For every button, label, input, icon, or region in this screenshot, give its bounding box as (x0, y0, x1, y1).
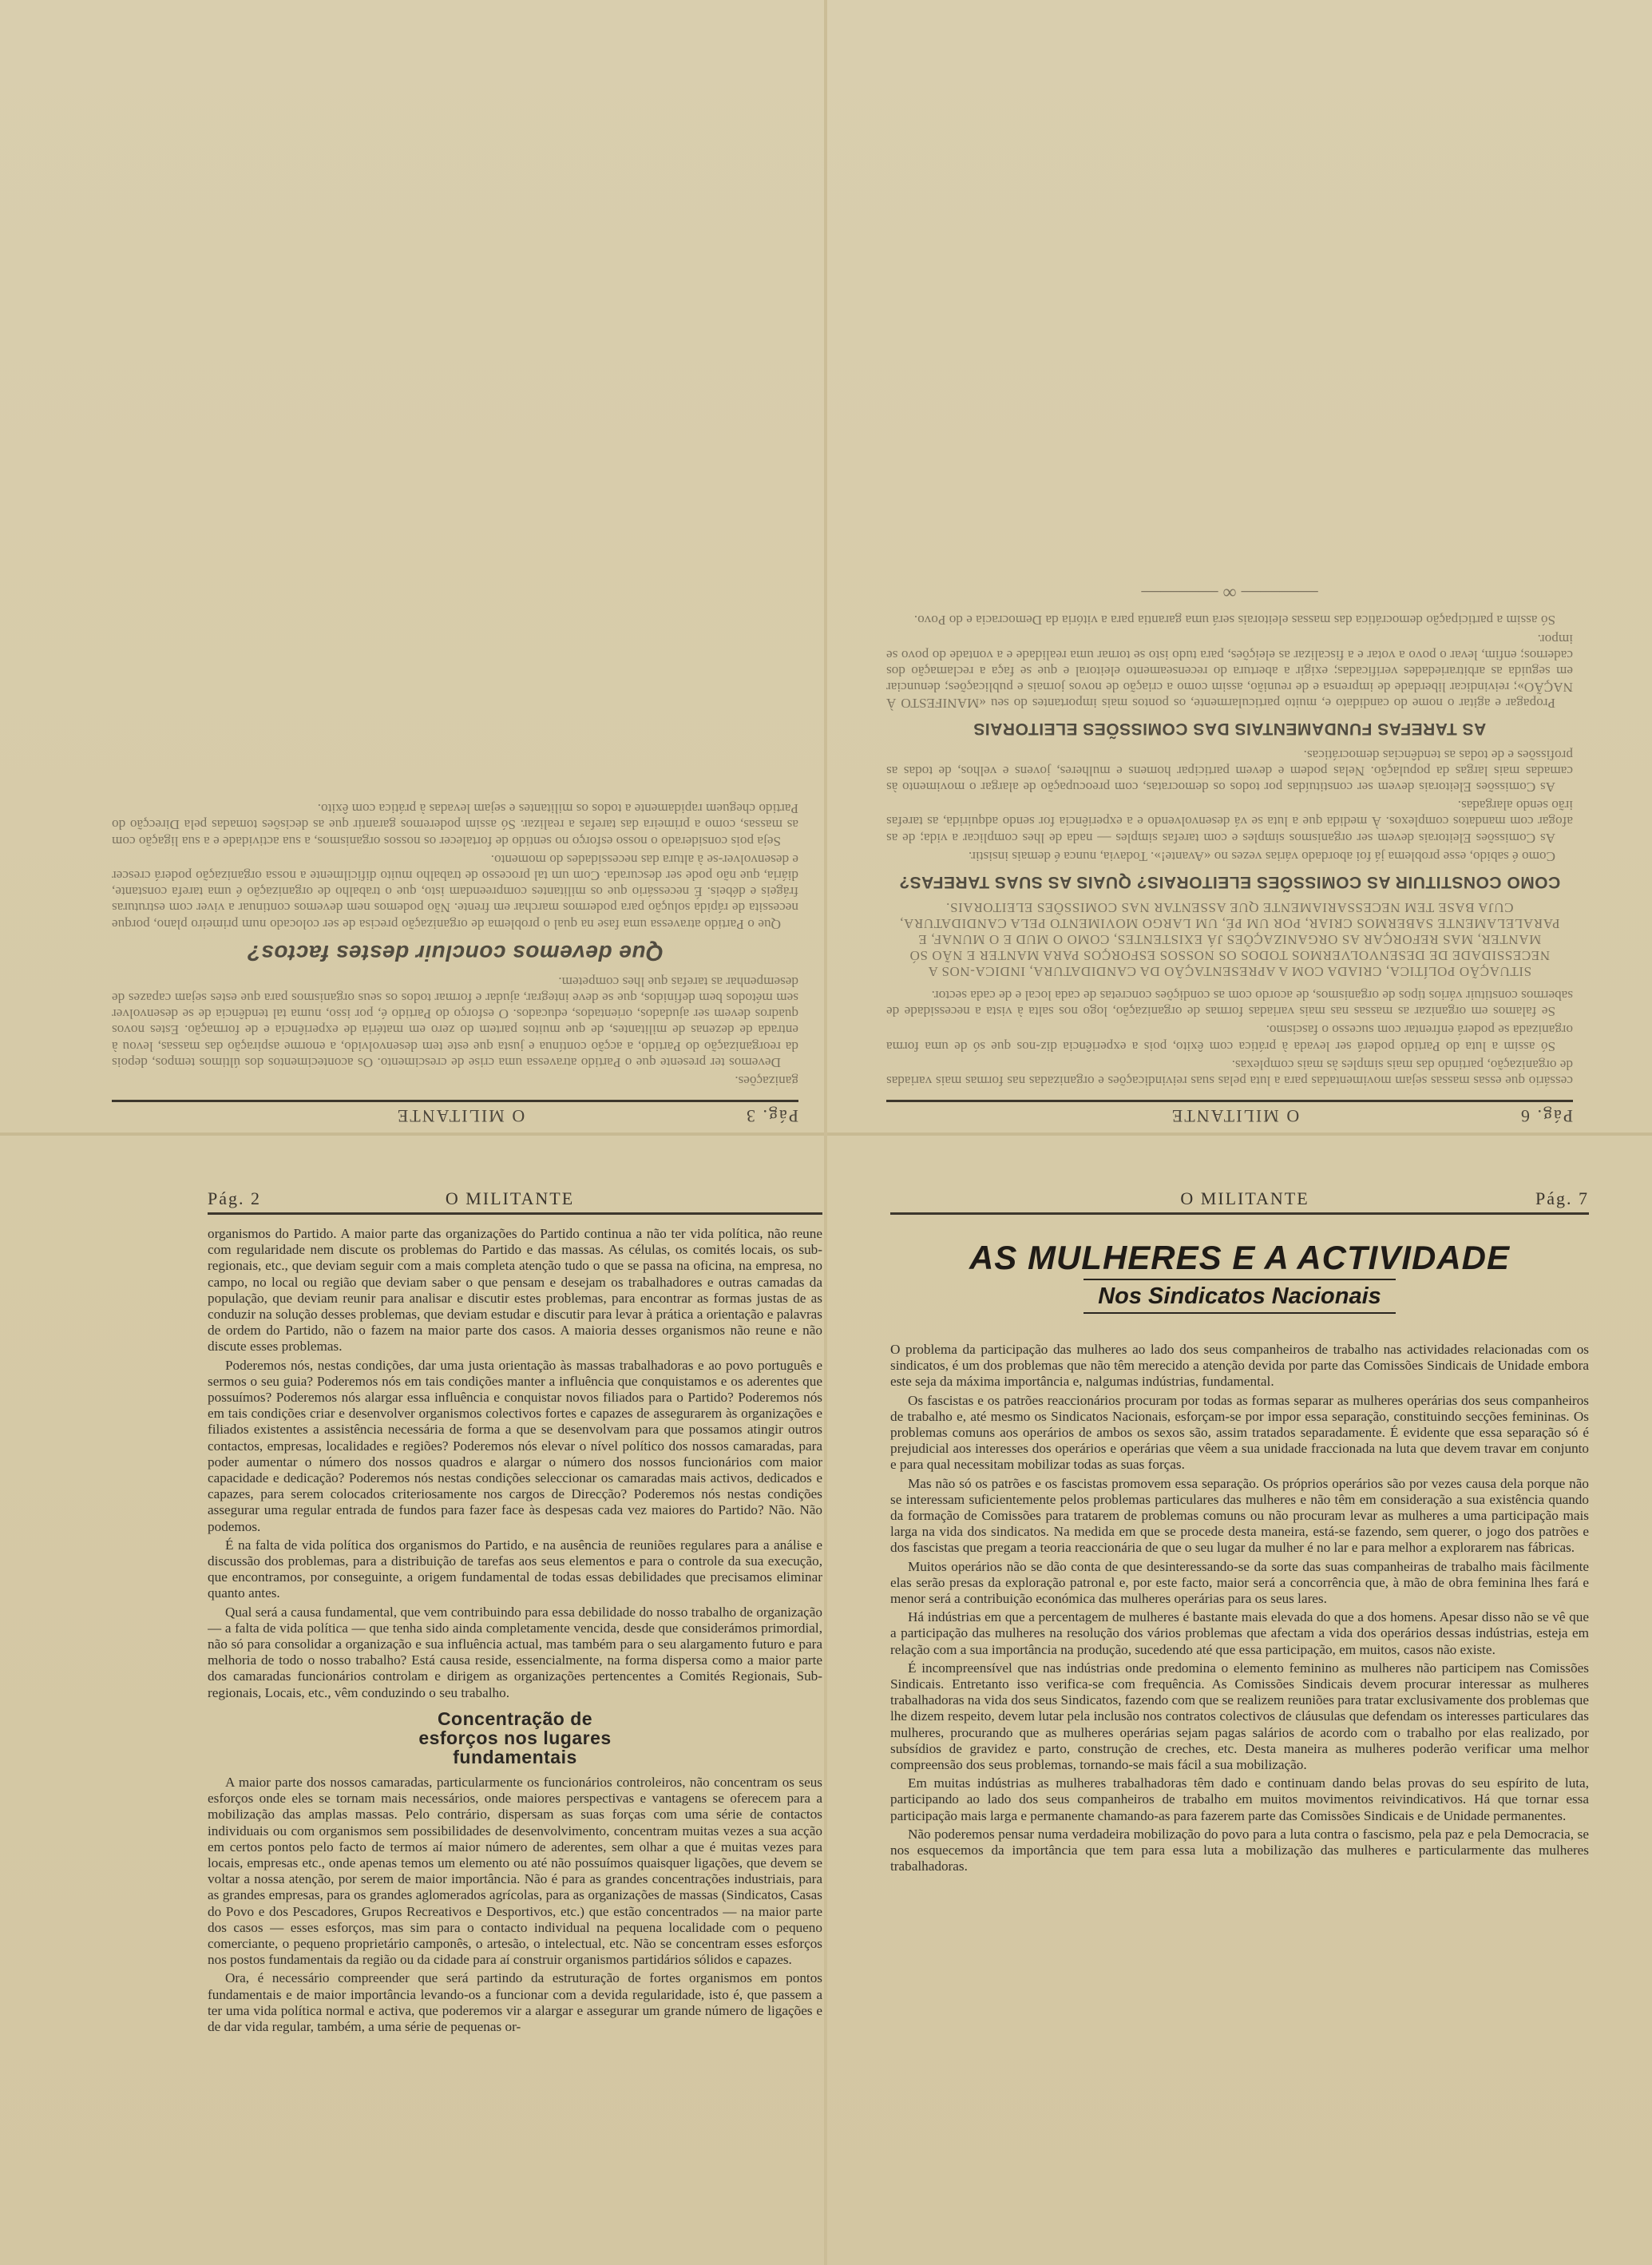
page-2-header (208, 1188, 822, 1215)
page-6-caps-paragraph: SITUAÇÃO POLÍTICA, CRIADA COM A APRESENTAÇÃO DA CANDIDATURA, INDICA-NOS A NECESSIDADE DE DESENVOLVERMOS TODOS OS NOSSOS ESFORÇOS PARA MANTER E NÃO SÓ MANTER, MAS REFORÇAR AS ORGANIZAÇÕES JÁ EXISTENTES, COMO O MUD E O MUNAF, E PARALELAMENTE SABERMOS CRIAR, POR UM PÉ, UM LARGO MOVIMENTO PELA CANDIDATURA, CUJA BASE TEM NECESSARIAMENTE QUE ASSENTAR NAS COMISSÕES ELEITORAIS. (899, 899, 1560, 979)
page-6-heading-1: COMO CONSTITUIR AS COMISSÕES ELEITORAIS? QUAIS AS SUAS TAREFAS? (898, 872, 1561, 891)
page-2-paragraph: É na falta de vida política dos organismos do Partido, e na ausência de reuniões regulares para a análise e discussão dos problemas, para a distribuição de tarefas aos seus elementos e para o controle da sua execução, que encontramos, por conseguinte, a origem fundamental de todas essas debilidades que precisamos eliminar quanto antes. (208, 1537, 822, 1601)
page-6-paragraph: Se falamos em organizar as massas nas mais variadas formas de organização, logo nos salta à vista a necessidade de sabermos constituir vários tipos de organismos, de acordo com as condições concretas de cada local e de cada sector. (886, 987, 1573, 1020)
vertical-fold (824, 0, 827, 2265)
page-2 (208, 1188, 822, 2195)
page-6-paragraph: Só assim a participação democrática das massas eleitorais será uma garantia para a vitória da Democracia e do Povo. (913, 613, 1555, 629)
page-6-body (886, 582, 1573, 1089)
page-6-heading-2: AS TAREFAS FUNDAMENTAIS DAS COMISSÕES ELEITORAIS (973, 720, 1487, 739)
page-3-paragraph: Que o Partido atravessa uma fase na qual o problema de organização precisa de ser colocado num primeiro plano, porque necessita de rápida solução para podermos marchar em frente. Não podemos nem devemos continuar a viver com estruturas frágeis e débeis. É necessário que os militantes compreendam isto, que o trabalho de organização é uma tarefa constante, diária, que não pode ser descurada. Com um tal processo de trabalho muito dificilmente a nossa organização poderá crescer e desenvolver-se à altura das necessidades do momento. (112, 851, 798, 932)
page-7-paragraph: Os fascistas e os patrões reaccionários procuram por todas as formas separar as mulheres operárias dos seus companheiros de trabalho e, até mesmo os Sindicatos Nacionais, esforçam-se por impor essa separação, constituindo secções femininas. Os problemas comuns aos operários de ambos os sexos são, assim tratados separadamente. É evidente que essa separação só é prejudicial aos interesses dos operários e operárias que vêem a sua unidade fraccionada na luta que devem travar em conjunto e para qual necessitam mobilizar todas as suas forças. (890, 1392, 1589, 1473)
page-6-upside-down (886, 112, 1573, 1126)
page-7-paragraph: O problema da participação das mulheres ao lado dos seus companheiros de trabalho nas actividades relacionadas com os sindicatos, é um dos problemas que não têm merecido a atenção devida por parte das Comissões Sindicais de Unidade embora este seja da máxima importância e, nalgumas indústrias, fundamental. (890, 1342, 1589, 1390)
page-6-paragraph: Como é sabido, esse problema já foi abordado várias vezes no «Avante!». Todavia, nunca é demais insistir. (968, 848, 1555, 864)
page-2-masthead: O MILITANTE (445, 1188, 575, 1208)
page-7-paragraph: É incompreensível que nas indústrias onde predomina o elemento feminino as mulheres não participem nas Comissões Sindicais. Entretanto isso verifica-se com frequência. As Comissões Sindicais devem procurar interessar as mulheres trabalhadoras na vida dos seus Sindicatos, fazendo com que se realizem reuniões para tratar exclusivamente dos problemas que lhe dizem respeito, devem lutar pela inclusão nos contratos colectivos de cláusulas que defendam os interesses particulares das mulheres, procurando que as mulheres operárias sejam pagas salários de acordo com o trabalho por elas realizado, por subsídios de gravidez e parto, construção de creches, etc. Desta maneira as mulheres poderão verificar uma melhor compreensão dos seus problemas, tornando-se mais fácil a sua mobilização. (890, 1660, 1589, 1773)
page-3-masthead: O MILITANTE (395, 1106, 525, 1126)
page-6-ornament: ———— ∞ ———— (1141, 582, 1318, 604)
page-3-upside-down (112, 112, 798, 1126)
page-2-body (208, 1226, 822, 2035)
page-2-paragraph: organismos do Partido. A maior parte das organizações do Partido continua a não ter vida política, não reune com regularidade nem discute os problemas do Partido e das massas. As células, os comités locais, os sub-regionais, etc., que deviam seguir com a mais completa atenção tudo o que se passa na oficina, na empresa, no campo, no local ou região que deviam saber o que pensam e desejam os trabalhadores e outras camadas da população, que deviam reunir para analisar e discutir estes problemas, para encontrar as formas justas de as conduzir na solução desses problemas, que deviam estudar e discutir para levar à prática a orientação e palavras de ordem do Partido, não o fazem na maior parte dos casos. A maioria desses organismos não reune e não discute esses problemas. (208, 1226, 822, 1355)
page-7-paragraph: Não poderemos pensar numa verdadeira mobilização do povo para a luta contra o fascismo, pela paz e pela Democracia, se nos esquecemos da importância que tem para essa luta a mobilização das mulheres e particularmente das mulheres trabalhadoras. (890, 1826, 1589, 1874)
page-3-subheading: Que devemos concluir destes factos? (247, 940, 664, 966)
page-3-paragraph: Seja pois considerado o nosso esforço no sentido de fortalecer os nossos organismos, a sua actividade e a sua ligação com as massas, como a primeira das tarefas a realizar. Só assim poderemos garantir que as decisões tomadas pela Direcção do Partido cheguem rapidamente a todos os militantes e sejam levadas à prática com êxito. (112, 801, 798, 849)
article-subtitle-text: Nos Sindicatos Nacionais (1084, 1279, 1396, 1314)
page-6-masthead: O MILITANTE (1170, 1106, 1300, 1126)
page-3-paragraph: Devemos ter presente que o Partido atravessa uma crise de crescimento. Os acontecimentos dos últimos tempos, depois da reorganização do Partido, a acção contínua e justa que este tem desenvolvido, a enorme aspiração das massas, levou à entrada de dezenas de militantes, de que muitos partem do zero em matéria de experiência e de formação. Estes novos quadros devem ser ajudados, orientados, educados. O esforço do Partido é, por isso, numa tal tendência de se desenvolver sem métodos bem definidos, que se deve integrar, ajudar e formar todos os seus organismos para que estes sejam capazes de desempenhar as tarefas que lhes competem. (112, 974, 798, 1070)
page-6-paragraph: As Comissões Eleitorais devem ser organismos simples e com tarefas simples — nada de lhes complicar a vida; de as afogar com mandatos complexos. À medida que a luta se vá desenvolvendo e a experiência for sendo adquirida, as tarefas irão sendo alargadas. (886, 798, 1573, 846)
page-3-body (112, 800, 798, 1089)
page-2-number: Pág. 2 (208, 1188, 261, 1208)
page-6-header (886, 1100, 1573, 1126)
page-7-header (890, 1188, 1589, 1215)
page-6-paragraph: As Comissões Eleitorais devem ser constituídas por todos os democratas, com preocupação de alargar o movimento às camadas mais largas da população. Nelas podem e devem participar homens e mulheres, jovens e velhos, de todas as profissões e de todas as tendências democráticas. (886, 747, 1573, 795)
page-7-paragraph: Há indústrias em que a percentagem de mulheres é bastante mais elevada do que a dos homens. Apesar disso não se vê que a participação das mulheres na resolução dos vários problemas que afectam a vida dos operários dessas indústrias, esteja em relação com a sua importância na produção, sucedendo até que essa participação, em muitos, casos não existe. (890, 1609, 1589, 1657)
article-subtitle (890, 1283, 1589, 1310)
page-7-number: Pág. 7 (1535, 1188, 1589, 1208)
article-title: AS MULHERES E A ACTIVIDADE (969, 1239, 1511, 1276)
page-7-paragraph: Mas não só os patrões e os fascistas promovem essa separação. Os próprios operários são por vezes causa dela porque não se interessam suficientemente pelos problemas particulares das mulheres e não têm em consideração a sua existência quando da formação de Comissões para tratarem de problemas comuns ou não procuram levar as mulheres a uma participação mais larga na vida dos sindicatos. Na medida em que se procede desta maneira, está-se fazendo, sem querer, o jogo dos patrões e dos fascistas que pregam a teoria reaccionária de que o seu lugar da mulher é no lar e para melhor a explorarem nas fábricas. (890, 1475, 1589, 1556)
page-6-paragraph: Propagar e agitar o nome do candidato e, muito particularmente, os pontos mais importantes do seu «MANIFESTO À NAÇÃO»; reivindicar liberdade de imprensa e de reunião, assim como a criação de novos jornais e publicações; denunciar em seguida as arbitrariedades verificadas; exigir a abertura do recenseamento eleitoral e que se faça a reclamação dos cadernos; enfim, levar o povo a votar e a fiscalizar as eleições, para tudo isto se tornar uma realidade e a vontade do povo se impor. (886, 631, 1573, 712)
page-7 (890, 1188, 1589, 2211)
page-2-paragraph: Ora, é necessário compreender que será partindo da estruturação de fortes organismos em pontos fundamentais e de maior importância levando-os a funcionar com a devida regularidade, isto é, que passem a ter uma vida política normal e activa, que poderemos vir a alargar e assegurar um grande número de ligações e de dar vida regular, também, a uma série de pequenas or- (208, 1970, 822, 2034)
page-6-paragraph: Só assim a luta do Partido poderá ser levada à prática com êxito, pois a experiência diz-nos que só de uma forma organizada se poderá enfrentar com sucesso o fascismo. (886, 1022, 1573, 1054)
page-2-paragraph: Poderemos nós, nestas condições, dar uma justa orientação às massas trabalhadoras e ao povo português e sermos o seu guia? Poderemos nós em tais condições manter a influência que conquistamos e os aderentes que possuímos? Poderemos nós alargar essa influência e conquistar novos filiados para o Partido? Poderemos nós em tais condições criar e desenvolver organismos colectivos fortes e capazes de assegurarem às organizações e filiados existentes a assistência necessária de forma a que se desenvolvam para que possamos atingir outros contactos, empresas, localidades e regiões? Poderemos nós elevar o nível político dos nossos camaradas, para poder aumentar o número dos nossos quadros e alargar o número dos nossos funcionários com maior capacidade e dedicação? Poderemos nós nestas condições seleccionar os camaradas mais activos, dedicados e capazes, para serem colocados criteriosamente nos cargos de Direcção? Poderemos nós nestas condições assegurar uma regular entrada de fundos para fazer face às despesas cada vez maiores do Partido? Não. Não podemos. (208, 1357, 822, 1534)
page-7-masthead: O MILITANTE (1180, 1188, 1309, 1208)
page-2-paragraph: Qual será a causa fundamental, que vem contribuindo para essa debilidade do nosso trabalho de organização — a falta de vida política — que tenha sido ainda completamente vencida, desde que considerámos primordial, não só para consolidar a organização e sua influência actual, mas também para o seu alargamento futuro e para melhoria de todo o nosso trabalho? Está causa reside, essencialmente, na forma dispersa como a maior parte dos camaradas funcionários controlam e dirigem as organizações pertencentes a Comités Regionais, Sub-regionais, Locais, etc., vêm conduzindo o seu trabalho. (208, 1604, 822, 1700)
page-3-number: Pág. 3 (745, 1106, 798, 1126)
page-7-body (890, 1342, 1589, 1875)
page-2-subheading: Concentração de esforços nos lugares fundamentais (418, 1708, 612, 1767)
page-7-paragraph: Muitos operários não se dão conta de que desinteressando-se da sorte das suas companheiras de trabalho mais fàcilmente elas serão presas da exploração patronal e, por este facto, maior será a concorrência que, à mão de obra feminina lhes fará e menor será a contribuição económica das mulheres operárias para os seus lares. (890, 1558, 1589, 1607)
page-3-paragraph: ganizações. (735, 1073, 798, 1089)
page-3-header (112, 1100, 798, 1126)
page-7-paragraph: Em muitas indústrias as mulheres trabalhadoras têm dado e continuam dando belas provas do seu espírito de luta, participando ao lado dos seus companheiros de trabalho em muitos movimentos reivindicativos. Há que tornar essa participação mais larga e permanente chamando-as para fazerem parte das Comissões Sindicais e de Unidade permanentes. (890, 1775, 1589, 1823)
page-6-paragraph: cessário que essas massas sejam movimentadas para a luta pelas suas reivindicações e organizadas nas formas mais variadas de organização, partindo das mais simples às mais complexas. (886, 1057, 1573, 1089)
page-2-paragraph: A maior parte dos nossos camaradas, particularmente os funcionários controleiros, não concentram os seus esforços onde eles se tornam mais necessários, onde maiores perspectivas e vantagens se oferecem para a mobilização das amplas massas. Pelo contrário, dispersam as suas forças com uma série de contactos individuais ou com organismos sem possibilidades de desenvolvimento, concentram muitas vezes a sua acção em certos pontos pelo facto de termos aí maior número de aderentes, sem olhar a que é muitas vezes para locais, empresas etc., onde apenas temos um elemento ou até não possuímos quaisquer ligações, que devem se voltar a nossa atenção, por serem de maior importância. Não é para as grandes concentrações industriais, para as grandes empresas, para os grandes aglomerados agrícolas, para as organizações de massas (Sindicatos, Casas do Povo e dos Pescadores, Grupos Recreativos e Desportivos, etc.) que estão concentrados — na maior parte dos casos — esses esforços, mas sim para o contacto individual na pequena localidade com o pequeno comerciante, o pequeno proprietário camponês, o artesão, o intelectual, etc. Não se concentram esses esforços nos postos fundamentais da região ou da cidade para aí construir organismos partidários sólidos e capazes. (208, 1774, 822, 1968)
page-6-number: Pág. 6 (1519, 1106, 1573, 1126)
